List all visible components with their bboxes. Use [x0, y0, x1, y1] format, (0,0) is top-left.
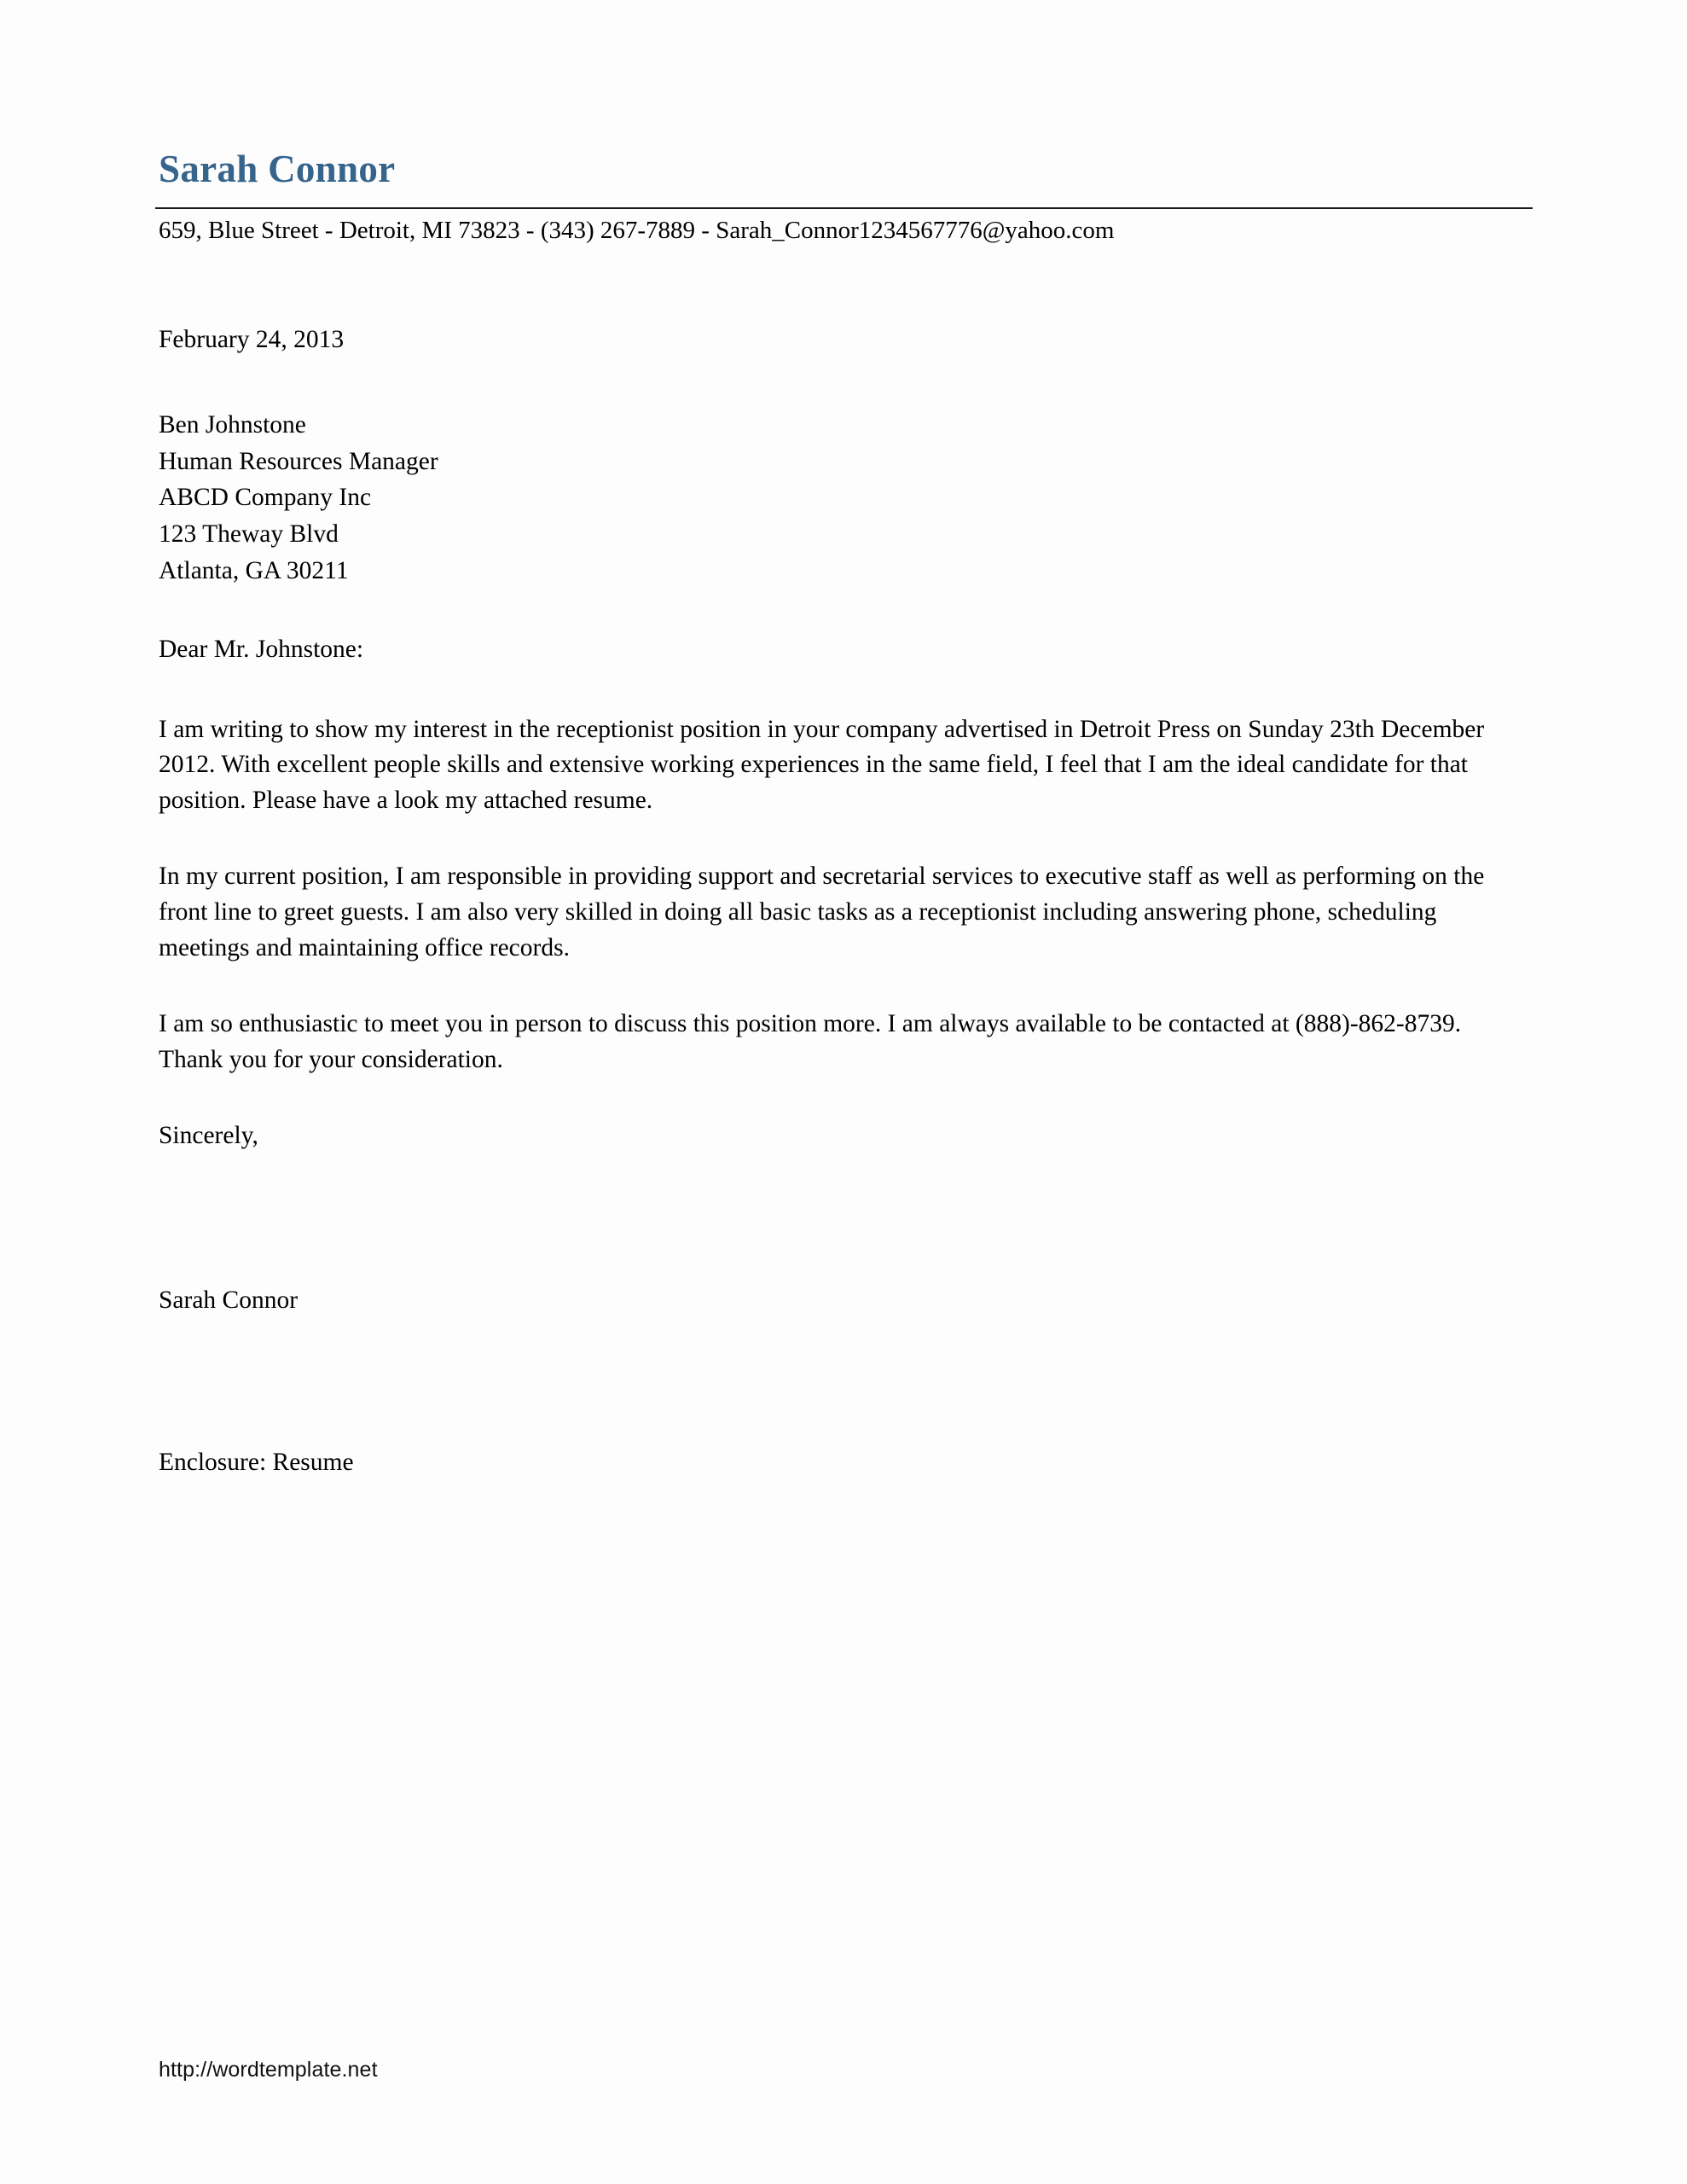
recipient-street: 123 Theway Blvd [159, 520, 339, 549]
letter-date: February 24, 2013 [159, 326, 345, 353]
letter-closing: Sincerely, [159, 1121, 258, 1149]
signature-name: Sarah Connor [159, 1287, 299, 1315]
letter-paragraph-3: I am so enthusiastic to meet you in person to discuss this position more. I am always available to be contacted at (888)-862-8739. Thank you for your consideration. [159, 1009, 1462, 1073]
recipient-name: Ben Johnstone [159, 410, 306, 439]
letter-paragraph-2: In my current position, I am responsible in providing support and secretarial services to executive staff as well as performing on the front line to greet guests. I am also very skilled in doing all basic tasks as a receptionist including answering phone, scheduling meetings and maintaining office records. [159, 863, 1485, 961]
letter-paragraph-1: I am writing to show my interest in the receptionist position in your company advertised in Detroit Press on Sunday 23th December 2012. With excellent people skills and extensive working experiences in the same field, I feel that I am the ideal candidate for that position. Please have a look my attached resume. [159, 715, 1485, 815]
recipient-company: ABCD Company Inc [159, 484, 372, 512]
letterhead [155, 150, 1533, 246]
recipient-title: Human Resources Manager [159, 447, 438, 475]
footer-url[interactable] [159, 2058, 378, 2082]
sender-name-heading: Sarah Connor [159, 148, 396, 190]
recipient-city-state-zip: Atlanta, GA 30211 [159, 556, 349, 584]
footer-url-text: http://wordtemplate.net [159, 2058, 378, 2082]
enclosure-note: Enclosure: Resume [159, 1449, 354, 1477]
letter-body [159, 322, 1530, 1481]
letterhead-divider [155, 207, 1533, 209]
letter-salutation: Dear Mr. Johnstone: [159, 635, 364, 663]
sender-contact-line: 659, Blue Street - Detroit, MI 73823 - (343) 267-7889 - Sarah_Connor1234567776@yahoo.com [159, 217, 1115, 244]
recipient-address-block [159, 407, 1530, 590]
